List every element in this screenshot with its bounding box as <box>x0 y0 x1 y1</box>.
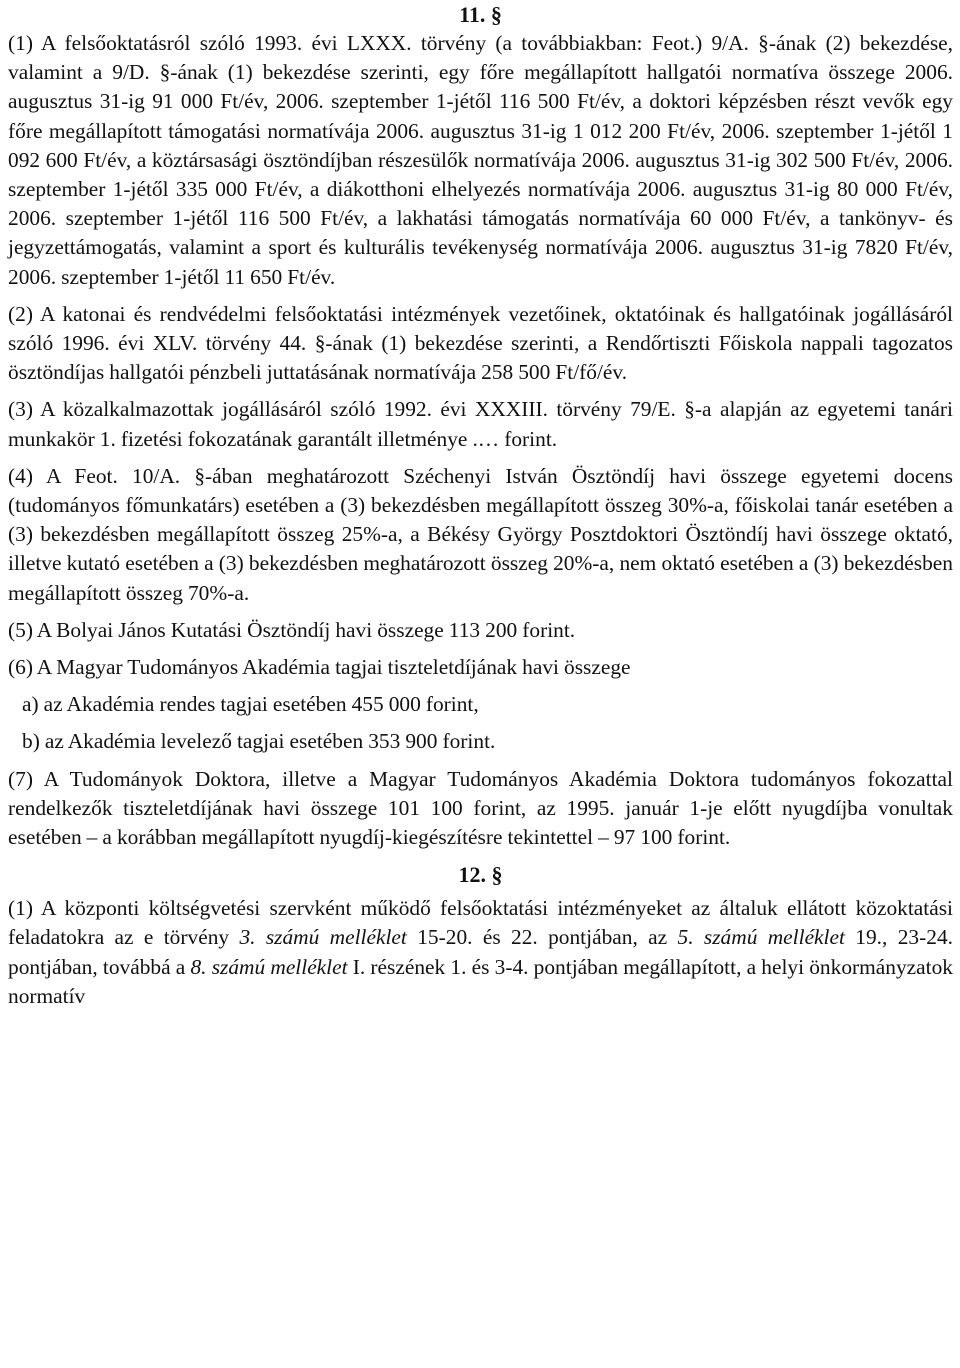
paragraph-11-4: (4) A Feot. 10/A. §-ában meghatározott Széchenyi István Ösztöndíj havi összege egyetemi docens (tudományos főmunkatárs) esetében a (3) bekezdésben megállapított összeg 30%-a, főiskolai tanár esetében a (3) bekezdésben megállapított összeg 25%-a, a Békésy György Posztdoktori Ösztöndíj havi összege oktató, illetve kutató esetében a (3) bekezdésben meghatározott összeg 20%-a, nem oktató esetében a (3) bekezdésben megállapított összeg 70%-a. <box>8 463 953 605</box>
section-heading-12: 12. § <box>458 862 503 888</box>
paragraph-12-1-text-b: 15-20. és 22. pontjában, az <box>406 925 678 950</box>
annex-reference-8: 8. számú melléklet <box>190 954 348 979</box>
paragraph-12-1-text-c: 19., 23-24. pontjában, továbbá a <box>8 925 953 979</box>
annex-reference-3: 3. számú melléklet <box>239 925 407 950</box>
list-item-6b: b) az Akadémia levelező tagjai esetében 353 900 forint. <box>22 729 496 754</box>
paragraph-12-1 <box>8 894 953 1011</box>
paragraph-11-5: (5) A Bolyai János Kutatási Ösztöndíj havi összege 113 200 forint. <box>8 617 576 642</box>
paragraph-11-7: (7) A Tudományok Doktora, illetve a Magyar Tudományos Akadémia Doktora tudományos fokozattal rendelkezők tiszteletdíjának havi összege 101 100 forint, az 1995. január 1-je előtt nyugdíjba vonultak esetében – a korábban megállapított nyugdíj-kiegészítésre tekintettel – 97 100 forint. <box>8 766 953 850</box>
paragraph-11-1: (1) A felsőoktatásról szóló 1993. évi LXXX. törvény (a továbbiakban: Feot.) 9/A. §-ának (2) bekezdése, valamint a 9/D. §-ának (1) bekezdése szerinti, egy főre megállapított hallgatói normatíva összege 2006. augusztus 31-ig 91 000 Ft/év, 2006. szeptember 1-jétől 116 500 Ft/év, a doktori képzésben részt vevők egy főre megállapított támogatási normatívája 2006. augusztus 31-ig 1 012 200 Ft/év, 2006. szeptember 1-jétől 1 092 600 Ft/év, a köztársasági ösztöndíjban részesülők normatívája 2006. augusztus 31-ig 302 500 Ft/év, 2006. szeptember 1-jétől 335 000 Ft/év, a diákotthoni elhelyezés normatívája 2006. augusztus 31-ig 80 000 Ft/év, 2006. szeptember 1-jétől 116 500 Ft/év, a lakhatási támogatás normatívája 60 000 Ft/év, a tankönyv- és jegyzettámogatás, valamint a sport és kulturális tevékenység normatívája 2006. augusztus 31-ig 7820 Ft/év, 2006. szeptember 1-jétől 11 650 Ft/év. <box>8 31 953 289</box>
paragraph-11-2: (2) A katonai és rendvédelmi felsőoktatási intézmények vezetőinek, oktatóinak és hallgatóinak jogállásáról szóló 1996. évi XLV. törvény 44. §-ának (1) bekezdése szerinti, a Rendőrtiszti Főiskola nappali tagozatos ösztöndíjas hallgatói pénzbeli juttatásának normatívája 258 500 Ft/fő/év. <box>8 301 953 385</box>
document-page <box>8 0 953 1011</box>
paragraph-12-1-text-a: (1) A központi költségvetési szervként működő felsőoktatási intézményeket az általuk ellátott közoktatási feladatokra az e törvény <box>8 896 953 950</box>
annex-reference-5: 5. számú melléklet <box>677 925 845 950</box>
paragraph-11-3: (3) A közalkalmazottak jogállásáról szóló 1992. évi XXXIII. törvény 79/E. §-a alapján az egyetemi tanári munkakör 1. fizetési fokozatának garantált illetménye .… forint. <box>8 397 953 451</box>
section-heading-11: 11. § <box>459 2 502 27</box>
list-item-6a: a) az Akadémia rendes tagjai esetében 455 000 forint, <box>22 692 479 717</box>
paragraph-12-1-text-d: I. részének 1. és 3-4. pontjában megállapított, a helyi önkormányzatok normatív <box>8 954 953 1008</box>
paragraph-11-6: (6) A Magyar Tudományos Akadémia tagjai tiszteletdíjának havi összege <box>8 655 631 680</box>
